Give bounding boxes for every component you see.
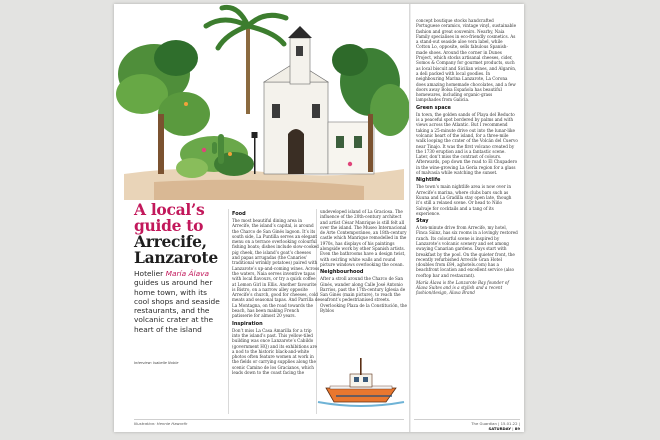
section-heading-green-space: Green space [416, 104, 451, 111]
section-heading-stay: Stay [416, 218, 429, 225]
section-heading-inspiration: Inspiration [232, 320, 263, 327]
section-body-green-space: In town, the golden sands of Playa del Reducto is a peaceful spot bordered by palms and with views across the Atlantic. But I recommend taking a 25-minute drive out into the lunar-like volcanic heart of the island, for a three-mile walk looping the crater of the Volcán del Cuervo near Tinajo. It was the first volcano created by the 1730 eruption and is a fantastic scene. Later, don’t miss the contrast of colours. Afterwards, pop down the road to El Chupadero in the wine-growing La Geria region for a glass of malvasía while watching the sunset. [416, 111, 518, 176]
section-body-nightlife: The town’s main nightlife area is now over in Arrecife’s marina, where clubs bars such as Kuuna and La Gradilla stay open late, though it’s still a relaxed scene. Or head to Niño Salvaje for cocktails and a tang of its experience. [416, 184, 512, 216]
issue-day: SATURDAY [488, 426, 511, 431]
headline-line-1: A local’s [134, 200, 205, 219]
standfirst [134, 269, 222, 334]
section-heading-nightlife: Nightlife [416, 177, 441, 184]
column-rule [228, 209, 229, 414]
issue-date: 15.01.22 [500, 421, 518, 426]
section-body-food: The most beautiful dining area in Arrecife, the island’s capital, is around the Charco de San Ginés lagoon. It’s its south side, La Puntilla serves an elegant menu on a terrace overlooking colourful fishing boats; dishes include slow-cooked pig cheek, the island’s goat’s cheeses and papas arrugadas (the Canaries’ traditional wrinkly potatoes) paired with Lanzarote’s up-and-coming wines. Across the waters, Naia serves inventive tapas with local flavours, or try a quick coffee at Lemon Girl in Ellis. Another favourite is Bistro, on a narrow alley opposite Arrecife’s church, good for cheeses, cold meats and seasonal tapas. And Parrilla de La Montagna, on the road towards the beach, has been making French patisserie for almost 20 years. [232, 218, 321, 319]
section-body-neighbourhood-intro: undeveloped island of La Graciosa. The influence of the 20th-century architect and artist César Manrique is still felt all over the island. The Museo Internacional de Arte Contemporáneo, an 18th-century castle which Manrique remodelled in the 1970s, has displays of his paintings alongside work by other Spanish artists. Even the bathrooms have a design twist, with swirling white walls and round picture windows overlooking the ocean. [320, 209, 407, 267]
standfirst-body: guides us around her home town, with its cool shops and seaside restaurants, and the volcanic crater at the heart of the island [134, 278, 220, 334]
standfirst-prefix: Hotelier [134, 269, 164, 278]
page-footer: The Guardian | 15.01.22 | SATURDAY | 89 [471, 421, 520, 431]
headline-line-3: Arrecife, [134, 232, 207, 251]
section-heading-food: Food [232, 211, 246, 217]
column-2 [320, 209, 408, 315]
illustration-credit: Illustration: Hennie Haworth [134, 421, 188, 426]
column-3 [416, 18, 518, 297]
page-number: 89 [514, 426, 520, 431]
interview-credit: Interview: Isabelle Noble [134, 361, 179, 365]
headline [134, 202, 220, 266]
right-page [410, 4, 524, 432]
town-illustration [114, 4, 410, 200]
headline-line-4: Lanzarote [134, 248, 218, 267]
footer-rule [414, 419, 520, 420]
publication-name: The Guardian [471, 421, 497, 426]
left-page [114, 4, 410, 432]
section-body-inspiration: Don’t miss La Casa Amarilla for a trip into the island’s past. This yellow-tiled building was once Lanzarote’s Cabildo (government HQ) and its exhibitions are a nod to the historic black-and-white photos often feature women at work in the fields or carrying supplies along the scenic Camino de los Gracianos, which leads down to the coast facing the [232, 327, 317, 376]
column-1 [232, 209, 320, 377]
section-body-shopping: concept boutique stocks handcrafted Portuguese ceramics, vintage vinyl, sustainable fashion and great souvenirs. Nearby, Naia Family specialises in eco-friendly cosmetics. As a stand-out seaside aloe vera label, while Cotton Lo, opposite, sells fabulous Spanish-made shoes. Around the corner in Dunes Project, which stocks artisanal cheeses, cider, Somos & Company for gourmet products, such as local biscuit and Sicilian wines, and Algarón, a deli packed with local goodies. In neighbouring Marina Lanzarote, La Corona does amazing homemade chocolates, and a few doors away Bolsa Española has beautiful homewares, including organic-grass lampshades from Galicia. [416, 18, 517, 103]
standfirst-name: María Álava [165, 269, 209, 278]
footer-rule [134, 419, 404, 420]
headline-line-2: guide to [134, 216, 204, 235]
section-heading-neighbourhood: Neighbourhood [320, 269, 364, 276]
section-body-neighbourhood: After a stroll around the Charco de San Ginés, wander along Calle José Antonio Barrios, past the 17th-century Iglesia de San Ginés (main picture), to reach the seafront’s pedestrianised streets. Overlooking Plaza de la Constitución, the Byblos [320, 276, 407, 314]
boat-illustration [316, 352, 406, 412]
section-body-stay: A ten-minute drive from Arrecife, my hotel, Finca Sáinz, has six rooms in a lovingly restored ranch. Its colourful scene is inspired by Lanzarote’s volcanic scenery and set among swaying Canarian gardens. Days start with breakfast by the pool. On the quieter front, the recently refurbished Arrecife Gran Hotel (doubles from £84, aghotels.com) has a beachfront location and excellent service (also rooftop bar and restaurant). [416, 225, 518, 278]
author-bio: María Álava is the Lanzarote Bay founder of Álava Suites and is a stylish and a recent fashion/design, Álava Brand [416, 279, 509, 296]
